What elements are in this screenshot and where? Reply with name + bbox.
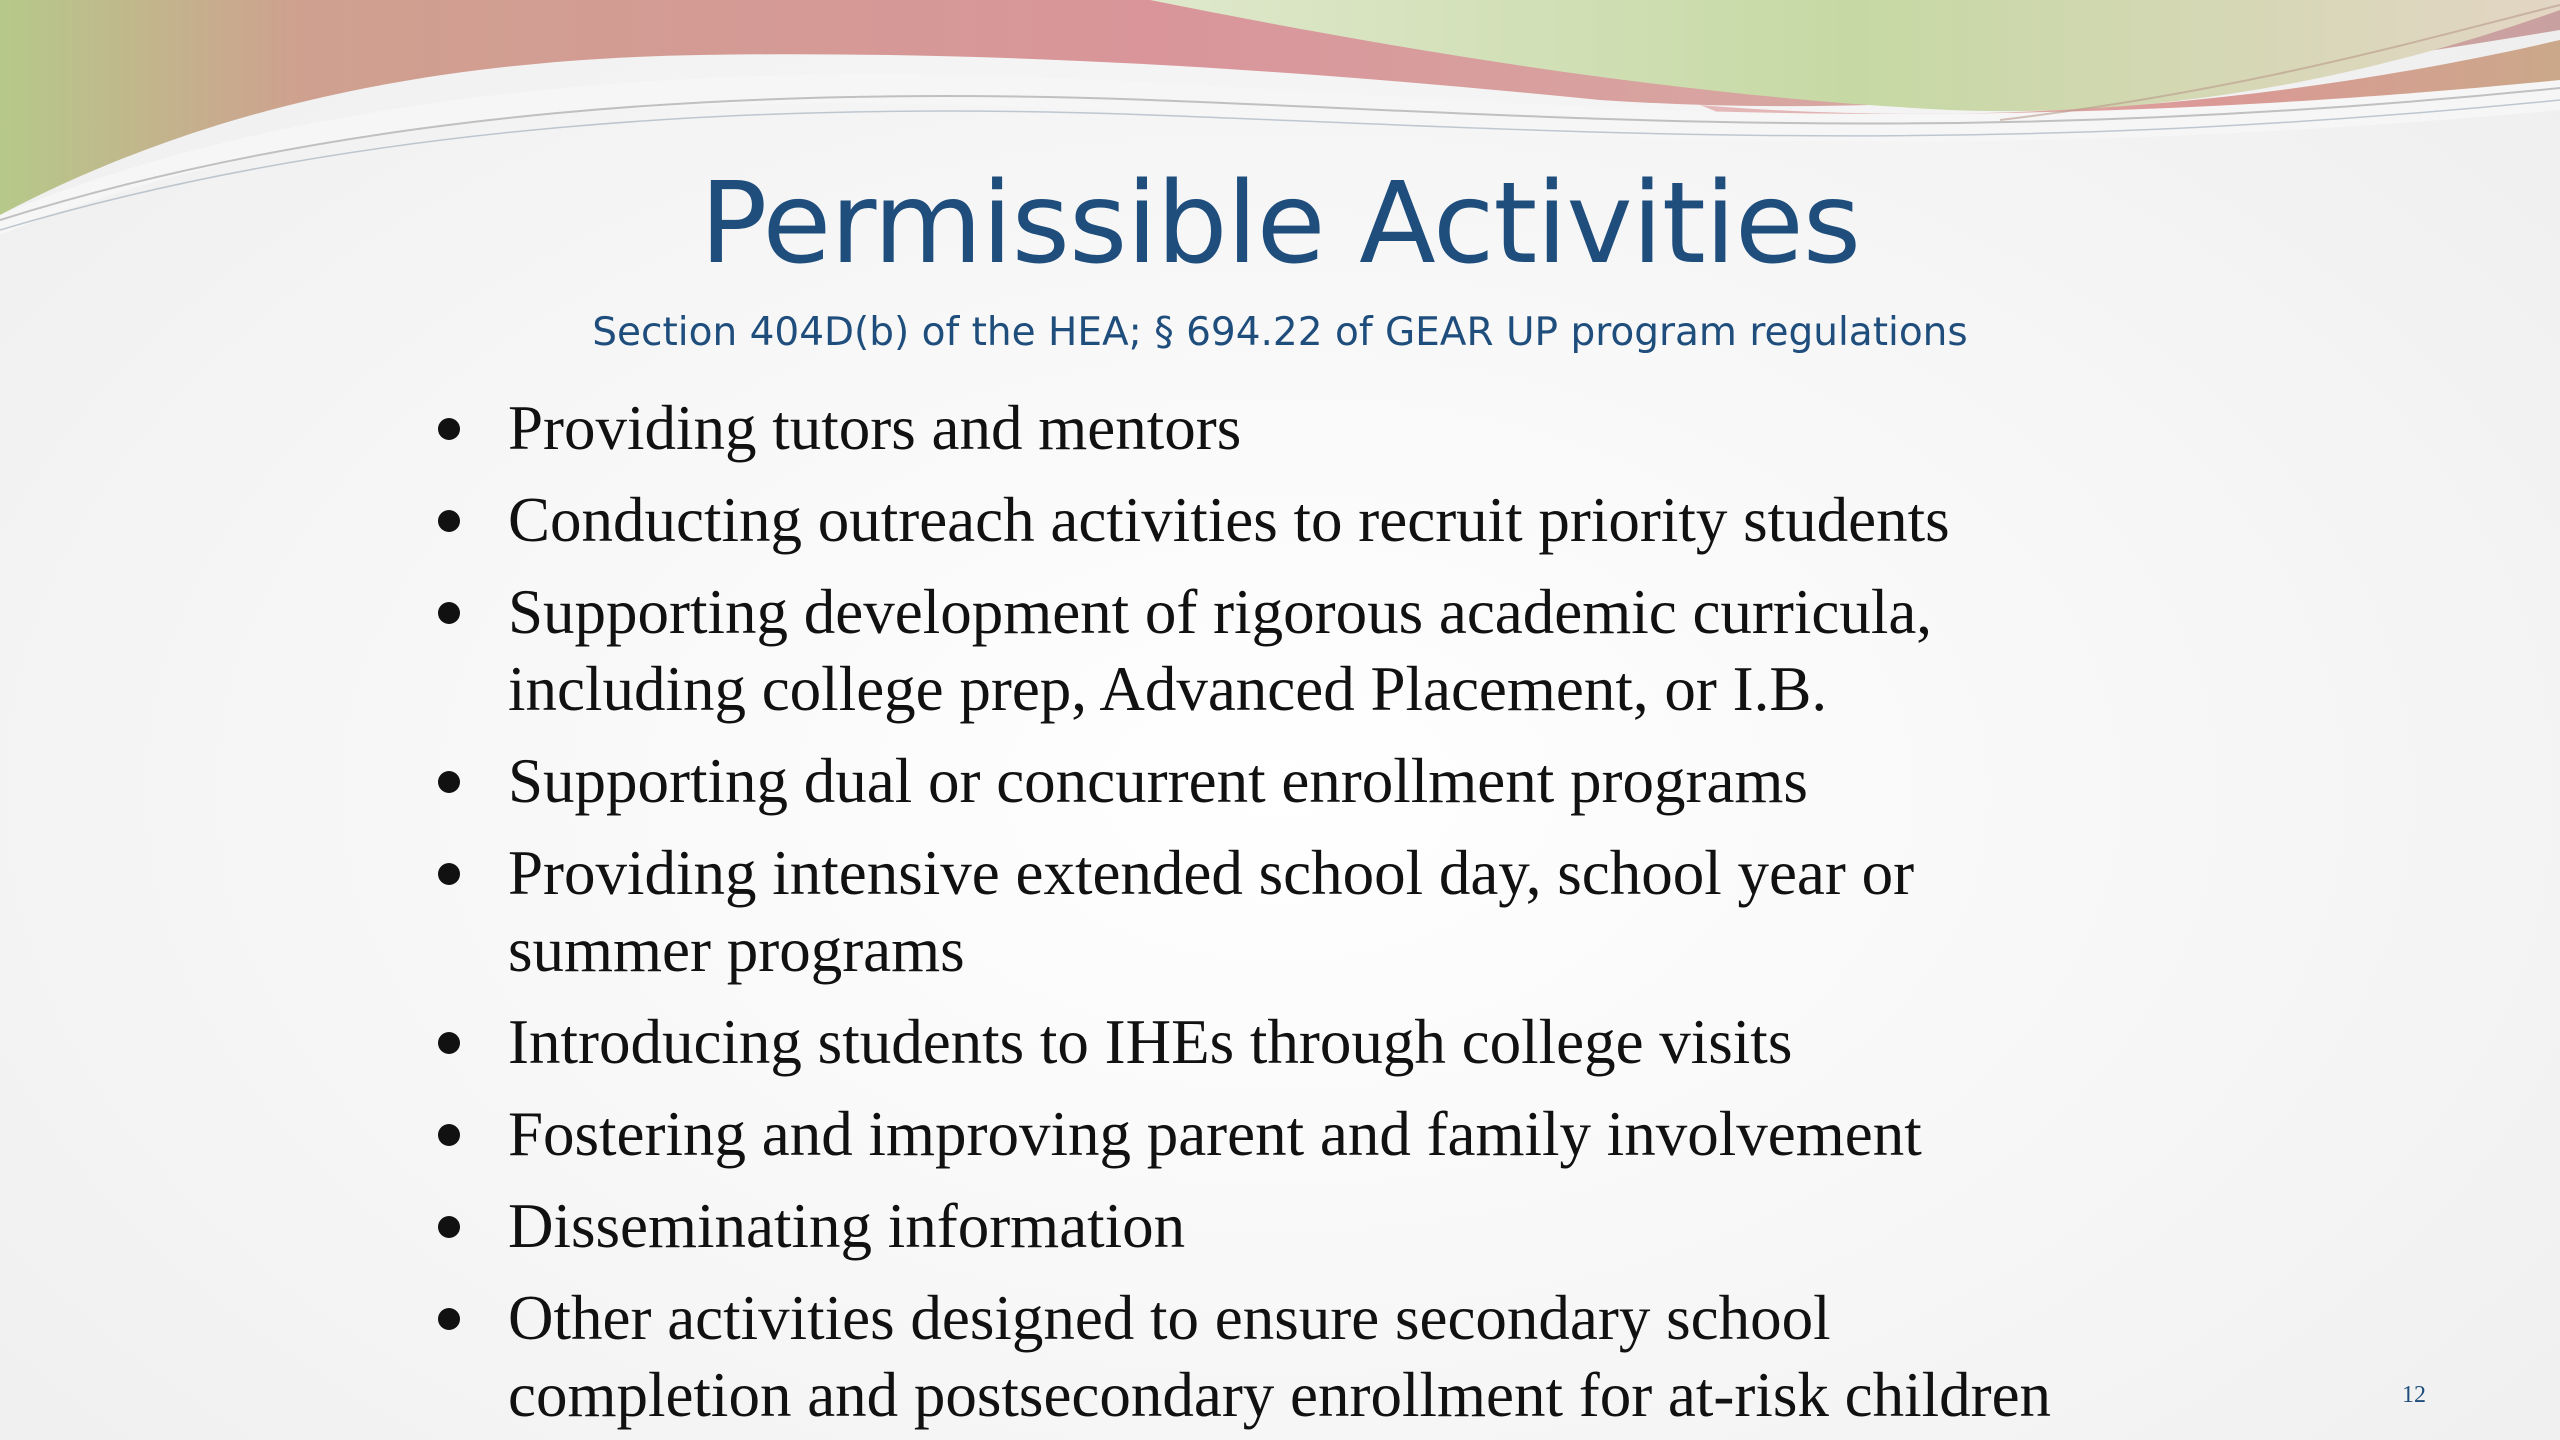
page-number: 12 xyxy=(2402,1382,2426,1408)
bullet-line: completion and postsecondary enrollment for at-risk children xyxy=(508,1360,2052,1430)
bullet-dot-icon xyxy=(438,602,460,624)
bullet-line: including college prep, Advanced Placement, or I.B. xyxy=(508,654,1828,724)
bullet-line: Providing tutors and mentors xyxy=(508,393,1242,463)
bullet-line: Disseminating information xyxy=(508,1191,1186,1261)
bullet-item xyxy=(438,390,2338,467)
bullet-line: Supporting development of rigorous academic curricula, xyxy=(508,577,1933,647)
bullet-dot-icon xyxy=(438,418,460,440)
bullet-item xyxy=(438,1096,2338,1173)
bullet-item xyxy=(438,482,2338,559)
bullet-item xyxy=(438,743,2338,820)
bullet-item xyxy=(438,835,2338,989)
bullet-dot-icon xyxy=(438,510,460,532)
slide-subtitle: Section 404D(b) of the HEA; § 694.22 of GEAR UP program regulations xyxy=(592,310,1968,355)
bullet-line: Other activities designed to ensure secondary school xyxy=(508,1283,1831,1353)
bullet-line: Providing intensive extended school day, school year or xyxy=(508,838,1915,908)
bullet-dot-icon xyxy=(438,771,460,793)
bullet-line: summer programs xyxy=(508,915,965,985)
bullet-dot-icon xyxy=(438,863,460,885)
bullet-item xyxy=(438,1188,2338,1265)
bullet-list xyxy=(438,390,2338,1440)
bullet-dot-icon xyxy=(438,1216,460,1238)
bullet-dot-icon xyxy=(438,1124,460,1146)
bullet-dot-icon xyxy=(438,1032,460,1054)
bullet-line: Introducing students to IHEs through college visits xyxy=(508,1007,1793,1077)
bullet-line: Conducting outreach activities to recruit priority students xyxy=(508,485,1950,555)
bullet-line: Supporting dual or concurrent enrollment programs xyxy=(508,746,1808,816)
slide-title: Permissible Activities xyxy=(699,159,1861,289)
bullet-item xyxy=(438,1280,2338,1434)
bullet-item xyxy=(438,574,2338,728)
bullet-item xyxy=(438,1004,2338,1081)
bullet-dot-icon xyxy=(438,1308,460,1330)
bullet-line: Fostering and improving parent and family involvement xyxy=(508,1099,1922,1169)
